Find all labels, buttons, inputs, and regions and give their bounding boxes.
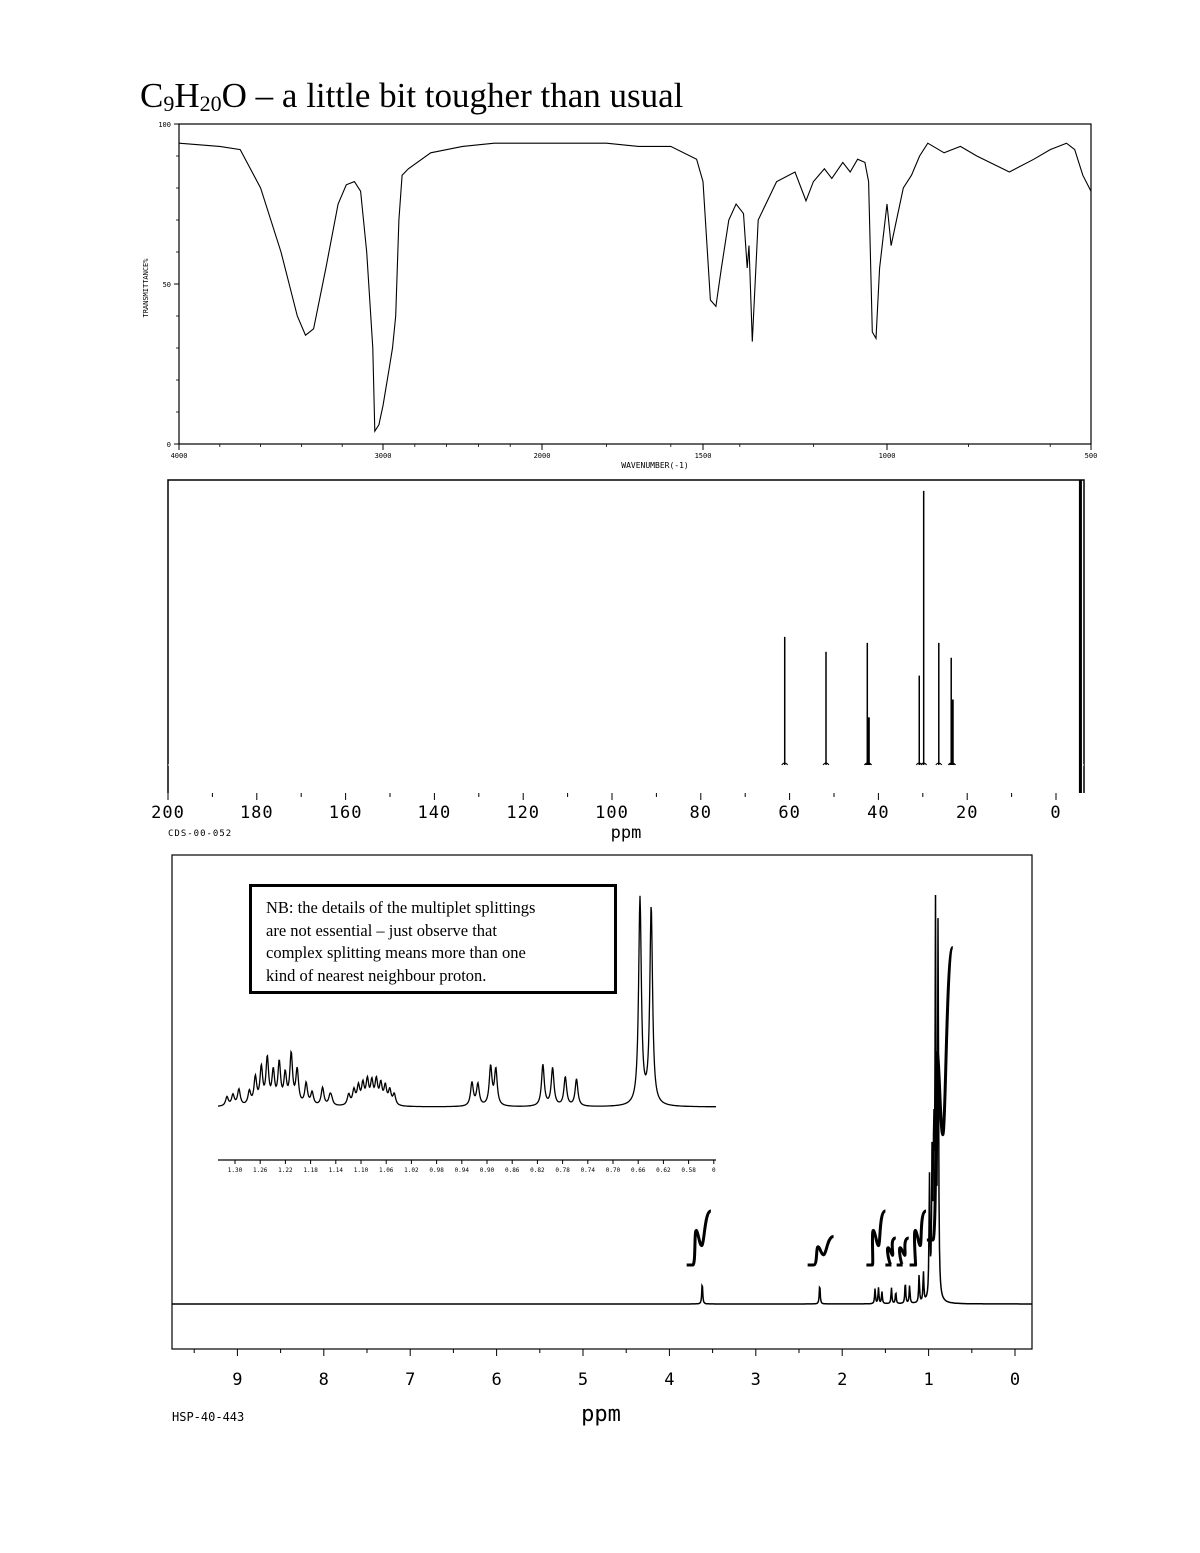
inset-x-tick-label: 0.78: [555, 1167, 570, 1174]
c13-x-tick-label: 100: [595, 803, 629, 823]
inset-x-tick-label: 1.06: [378, 1167, 394, 1174]
inset-x-tick-label: 0.86: [504, 1167, 520, 1174]
h1-footnote: HSP-40-443: [172, 1410, 245, 1424]
c13-x-tick-label: 140: [417, 803, 452, 823]
c13-x-tick-label: 20: [955, 803, 979, 823]
h1-x-tick-label: 8: [318, 1370, 329, 1390]
note-line-3: complex splitting means more than one: [266, 943, 526, 962]
inset-x-tick-label: 0.90: [479, 1167, 495, 1174]
ir-x-tick-label: 500: [1084, 452, 1098, 460]
h1-x-tick-label: 7: [405, 1370, 416, 1390]
c13-x-tick-label: 120: [506, 803, 541, 823]
c13-x-axis-label: ppm: [610, 823, 642, 843]
note-line-2: are not essential – just observe that: [266, 920, 497, 940]
inset-x-tick-label: 1.26: [252, 1167, 268, 1174]
inset-x-tick-label: 0.74: [580, 1167, 596, 1174]
h1-x-tick-label: 1: [923, 1370, 934, 1390]
c13-footnote: CDS-00-052: [168, 829, 233, 839]
ir-x-tick-label: 4000: [170, 452, 188, 460]
multiplet-note-box: [249, 884, 617, 994]
inset-x-tick-label: 1.14: [328, 1167, 344, 1174]
inset-x-tick-label: 0.62: [656, 1167, 671, 1174]
h1-x-tick-label: 4: [664, 1370, 675, 1390]
h1-x-tick-label: 0: [1009, 1370, 1021, 1390]
inset-x-tick-label: 0: [711, 1167, 716, 1174]
h1-x-axis-label: ppm: [581, 1402, 621, 1427]
ir-x-tick-label: 3000: [374, 452, 392, 460]
c13-x-tick-label: 0: [1050, 803, 1062, 823]
note-line-4: kind of nearest neighbour proton.: [266, 965, 487, 985]
inset-x-tick-label: 0.82: [530, 1167, 545, 1174]
h1-integral-curve: [910, 1211, 926, 1265]
ir-y-tick-label: 50: [162, 281, 171, 289]
inset-x-tick-label: 1.30: [227, 1167, 243, 1174]
h1-x-tick-label: 9: [232, 1370, 243, 1390]
inset-x-tick-label: 0.58: [681, 1167, 696, 1174]
c13-x-tick-label: 200: [151, 803, 185, 823]
inset-x-tick-label: 1.10: [353, 1167, 369, 1174]
ir-x-axis-label: WAVENUMBER(-1): [621, 461, 689, 470]
c13-x-tick-label: 160: [328, 803, 363, 823]
inset-x-tick-label: 0.70: [605, 1167, 621, 1174]
inset-x-tick-label: 0.94: [454, 1167, 470, 1174]
h1-x-tick-label: 2: [837, 1370, 848, 1390]
h1-integral-curve: [927, 948, 953, 1241]
h1-x-tick-label: 5: [577, 1370, 589, 1390]
ir-y-tick-label: 100: [158, 121, 171, 129]
h1-integral-curve: [897, 1238, 909, 1265]
c13-x-tick-label: 180: [239, 803, 274, 823]
h1-integral-curve: [808, 1237, 834, 1266]
ir-y-axis-label: TRANSMITTANCE%: [142, 258, 150, 318]
inset-x-tick-label: 0.66: [630, 1167, 646, 1174]
h1-x-tick-label: 6: [491, 1370, 502, 1390]
ir-x-tick-label: 1000: [878, 452, 896, 460]
c13-x-tick-label: 60: [778, 803, 801, 823]
inset-x-tick-label: 1.22: [278, 1167, 293, 1174]
h1-x-tick-label: 3: [750, 1370, 761, 1390]
c13-x-tick-label: 40: [867, 803, 890, 823]
h1-integral-curve: [885, 1238, 895, 1265]
ir-y-tick-label: 0: [166, 441, 171, 449]
h1-integral-curve: [687, 1211, 711, 1265]
c13-x-tick-label: 80: [689, 803, 713, 823]
note-line-1: NB: the details of the multiplet splittings: [266, 898, 536, 917]
inset-x-tick-label: 1.02: [404, 1167, 419, 1174]
inset-x-tick-label: 0.98: [429, 1167, 444, 1174]
inset-x-tick-label: 1.18: [303, 1167, 318, 1174]
ir-x-tick-label: 1500: [694, 452, 712, 460]
ir-x-tick-label: 2000: [533, 452, 551, 460]
page-title: $C_9H_{20}O$ – a little bit tougher than usual: [140, 76, 684, 116]
h1-integral-curve: [866, 1211, 885, 1265]
